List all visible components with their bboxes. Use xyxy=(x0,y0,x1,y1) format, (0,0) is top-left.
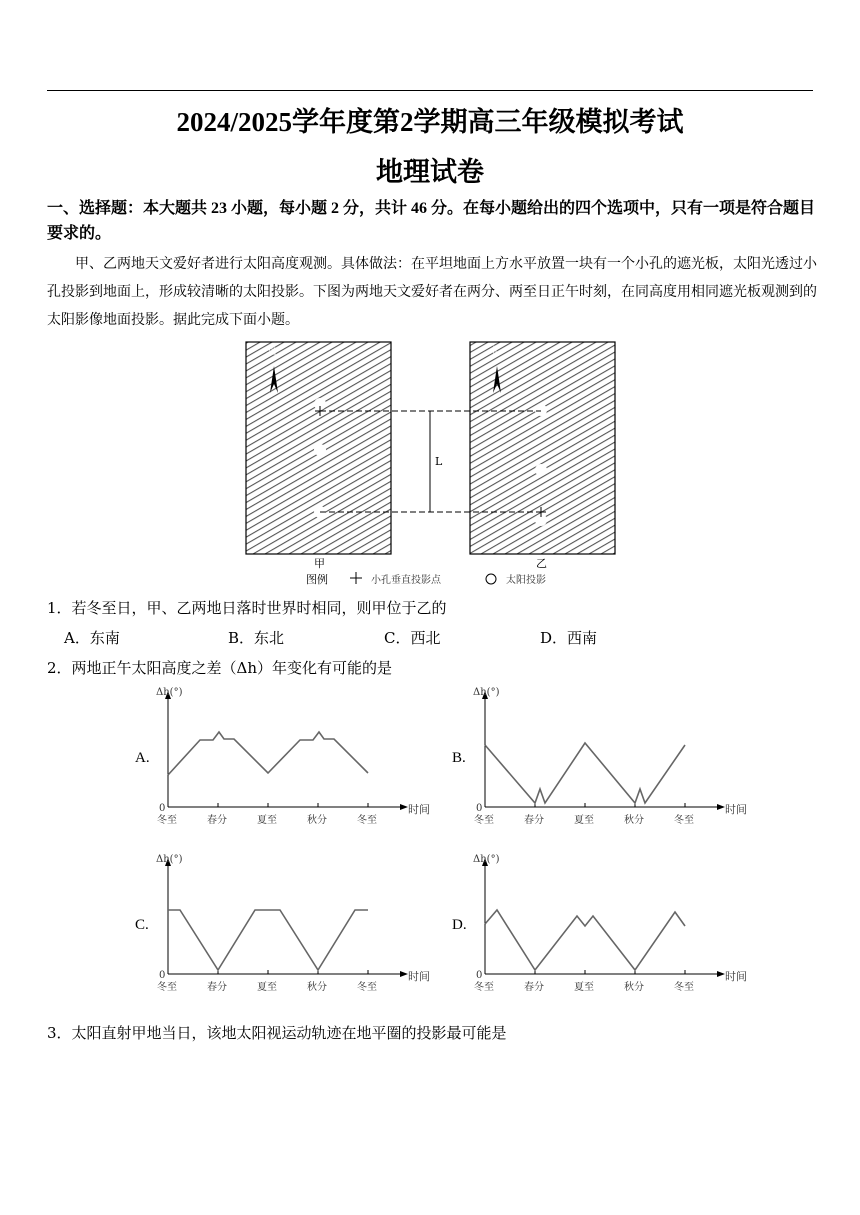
question-2 xyxy=(47,657,392,678)
x-tick-label: 冬至 xyxy=(474,982,494,993)
section-heading: 一、选择题：本大题共 23 小题，每小题 2 分，共计 46 分。在每小题给出的四个选项中，只有一项是符合题目要求的。 xyxy=(47,200,816,242)
legend-circle-text: 太阳投影 xyxy=(506,575,546,586)
panel-jia xyxy=(246,342,391,554)
x-tick-label: 夏至 xyxy=(574,815,594,826)
x-tick-label: 冬至 xyxy=(357,815,377,826)
north-label: 北 xyxy=(490,346,500,357)
y-axis-label: Δh(°) xyxy=(473,854,500,865)
north-label: 北 xyxy=(266,346,276,357)
x-axis-label: 时间 xyxy=(725,803,747,816)
graph-b[interactable] xyxy=(465,685,747,835)
x-tick-label: 冬至 xyxy=(474,815,494,826)
question-stem: 太阳直射甲地当日，该地太阳视运动轨迹在地平圈的投影最可能是 xyxy=(71,1024,507,1042)
subject-title: 地理试卷 xyxy=(376,157,484,187)
delta-h-curve xyxy=(168,910,368,970)
origin-label: 0 xyxy=(159,803,166,814)
passage-text: 甲、乙两地天文爱好者进行太阳高度观测。具体做法：在平坦地面上方水平放置一块有一个小孔的遮光板，太阳光透过小孔投影到地面上，形成较清晰的太阳投影。下图为两地天文爱好者在两分、两至日正午时刻，在同高度用相同遮光板观测到的太阳影像地面投影。据此完成下面小题。 xyxy=(47,256,817,328)
x-axis-label: 时间 xyxy=(408,970,430,983)
option-a[interactable]: A．东南 xyxy=(64,629,120,647)
x-axis-arrow-icon xyxy=(717,971,725,977)
x-tick-label: 冬至 xyxy=(157,982,177,993)
graph-c[interactable] xyxy=(148,852,430,1002)
x-tick-label: 春分 xyxy=(524,815,544,826)
graph-d[interactable] xyxy=(465,852,747,1002)
x-tick-label: 冬至 xyxy=(674,815,694,826)
delta-h-curve xyxy=(485,743,685,803)
x-tick-label: 春分 xyxy=(207,815,227,826)
x-tick-label: 秋分 xyxy=(624,815,644,826)
x-tick-label: 秋分 xyxy=(624,982,644,993)
x-axis-arrow-icon xyxy=(400,804,408,810)
x-tick-label: 夏至 xyxy=(257,982,277,993)
x-tick-label: 春分 xyxy=(524,982,544,993)
panel-label-jia: 甲 xyxy=(314,557,325,570)
legend-cross-icon xyxy=(350,572,362,584)
origin-label: 0 xyxy=(159,970,166,981)
question-stem: 两地正午太阳高度之差（Δh）年变化有可能的是 xyxy=(71,659,393,677)
graph-option-a[interactable]: A. xyxy=(135,750,150,766)
question-3 xyxy=(47,1022,507,1043)
delta-h-curve xyxy=(485,910,685,970)
exam-title: 2024/2025学年度第2学期高三年级模拟考试 xyxy=(176,107,684,137)
question-stem: 若冬至日，甲、乙两地日落时世界时相同，则甲位于乙的 xyxy=(71,599,447,617)
option-c[interactable]: C．西北 xyxy=(384,629,441,647)
sun-projection xyxy=(314,444,326,456)
y-axis-label: Δh(°) xyxy=(156,687,183,698)
header-rule xyxy=(47,90,813,91)
graph-option-d[interactable]: D. xyxy=(452,917,467,933)
x-axis-label: 时间 xyxy=(408,803,430,816)
x-tick-label: 春分 xyxy=(207,982,227,993)
question-number: 2． xyxy=(47,659,72,677)
projection-figure xyxy=(230,338,630,590)
legend-title: 图例 xyxy=(306,573,328,586)
panel-label-yi: 乙 xyxy=(536,557,547,570)
y-axis-label: Δh(°) xyxy=(473,687,500,698)
x-tick-label: 秋分 xyxy=(307,815,327,826)
graph-option-c[interactable]: C. xyxy=(135,917,149,933)
x-tick-label: 秋分 xyxy=(307,982,327,993)
option-d[interactable]: D．西南 xyxy=(540,629,598,647)
y-axis-label: Δh(°) xyxy=(156,854,183,865)
legend-circle-icon xyxy=(486,574,496,584)
x-tick-label: 夏至 xyxy=(574,982,594,993)
distance-label: L xyxy=(435,455,443,468)
delta-h-curve xyxy=(168,732,368,775)
option-b[interactable]: B．东北 xyxy=(228,629,285,647)
panel-yi xyxy=(470,342,615,554)
x-axis-arrow-icon xyxy=(400,971,408,977)
question-number: 1． xyxy=(47,599,72,617)
x-tick-label: 夏至 xyxy=(257,815,277,826)
question-1 xyxy=(47,597,447,618)
question-number: 3． xyxy=(47,1024,72,1042)
x-axis-arrow-icon xyxy=(717,804,725,810)
sun-projection xyxy=(535,404,547,416)
legend-cross-text: 小孔垂直投影点 xyxy=(371,575,441,586)
origin-label: 0 xyxy=(476,970,483,981)
x-axis-label: 时间 xyxy=(725,970,747,983)
origin-label: 0 xyxy=(476,803,483,814)
graph-option-b[interactable]: B. xyxy=(452,750,466,766)
graph-a[interactable] xyxy=(148,685,430,835)
x-tick-label: 冬至 xyxy=(357,982,377,993)
sun-projection xyxy=(535,464,547,476)
x-tick-label: 冬至 xyxy=(157,815,177,826)
x-tick-label: 冬至 xyxy=(674,982,694,993)
